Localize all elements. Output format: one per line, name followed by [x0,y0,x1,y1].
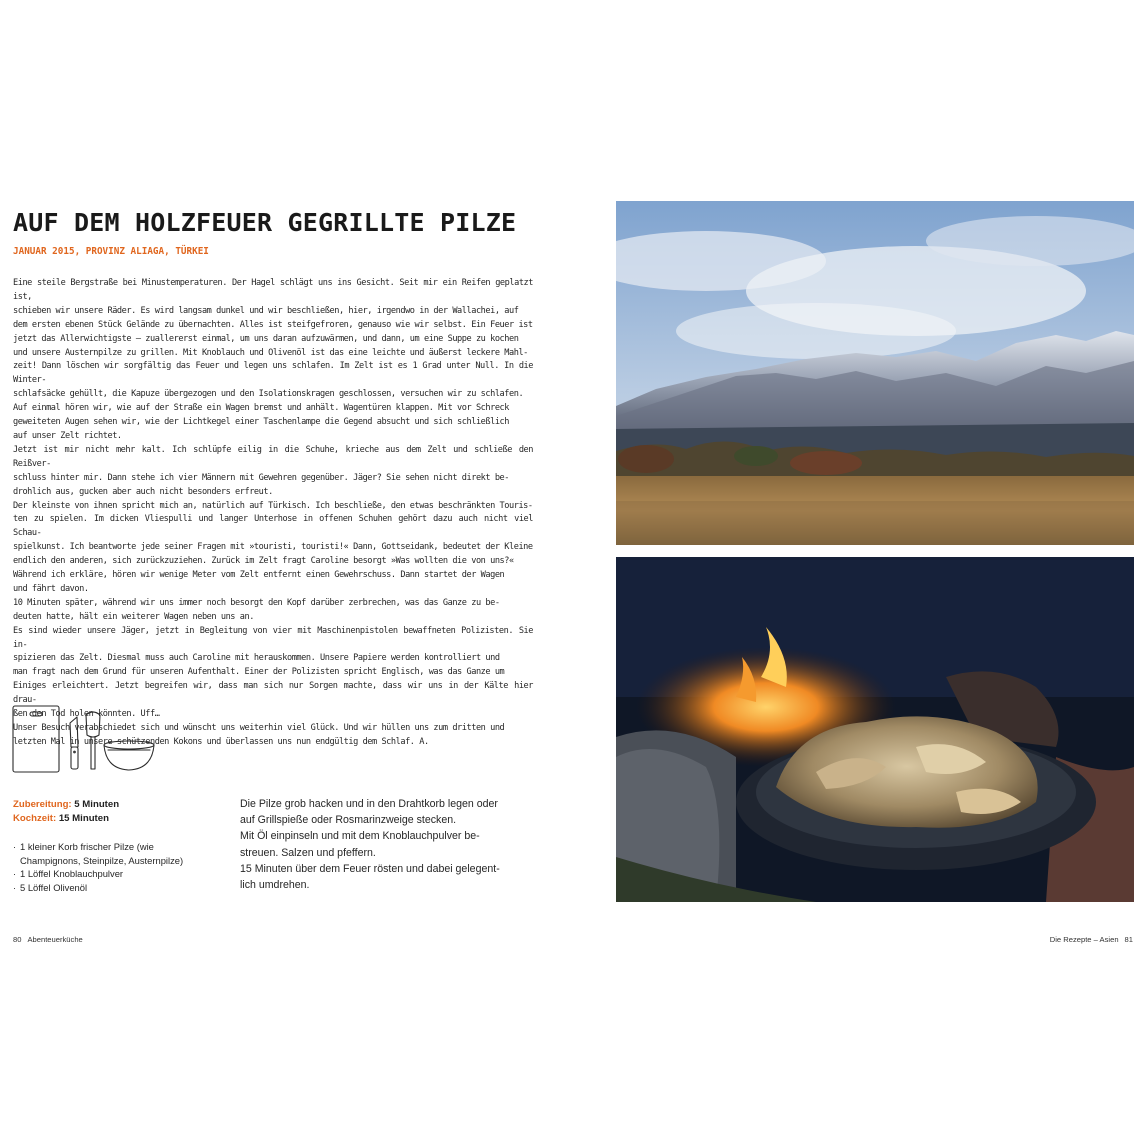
story-line: deuten hatte, hält ein weiterer Wagen neben uns an. [13,611,254,622]
cook-time [13,812,223,826]
bullet-icon: · [13,881,17,893]
footer-left [13,935,83,944]
instruction-line: streuen. Salzen und pfeffern. [240,846,376,859]
story-text [13,277,533,750]
instruction-line: lich umdrehen. [240,879,310,892]
story-line: auf unser Zelt richtet. [13,430,122,441]
story-line: Einiges erleichtert. Jetzt begreifen wir, dass man sich nur Sorgen machte, dass wir uns in der Kälte hier drau- [13,681,533,706]
spatula-icon [86,712,100,769]
ingredient-text: Champignons, Steinpilze, Austernpilze) [20,854,184,866]
page-number-right: 81 [1124,935,1133,944]
story-line: Auf einmal hören wir, wie auf der Straße ein Wagen bremst und anhält. Wagentüren klappen. Mit vor Schreck [13,403,510,414]
instruction-line: Die Pilze grob hacken und in den Drahtkorb legen oder [240,798,498,810]
recipe-times [13,798,223,825]
story-line: und unsere Austernpilze zu grillen. Mit Knoblauch und Olivenöl ist das eine leichte und äußerst leckere Mahl- [13,347,528,358]
story-line: Unser Besuch verabschiedet sich und wünscht uns weiterhin viel Glück. Und wir hüllen uns zum dritten und [13,723,505,733]
story-line: spizieren das Zelt. Diesmal muss auch Caroline mit herauskommen. Unsere Papiere werden kontrolliert und [13,653,500,664]
campfire-mushrooms-photo [616,557,1134,902]
ingredient-text: 1 Löffel Knoblauchpulver [20,868,124,880]
section-left: Abenteuerküche [27,935,83,944]
story-line: man fragt nach dem Grund für unseren Aufenthalt. Einer der Polizisten spricht Englisch, was das Ganze um [13,667,505,678]
story-line: schlafsäcke gehüllt, die Kapuze übergezogen und den Isolationskragen geschlossen, versuchen wir zu schlafen. [13,389,524,400]
bullet-icon: · [13,868,17,880]
ingredient-list [13,840,223,894]
prep-time [13,798,223,812]
story-line: Während ich erkläre, hören wir wenige Meter vom Zelt entfernt einen Gewehrschuss. Dann startet der Wagen [13,570,505,581]
story-line: ßen den Tod holen könnten. Uff… [13,709,160,720]
mountain-landscape-photo [616,201,1134,545]
cutting-board-icon [13,706,59,772]
knife-icon [70,717,78,769]
footer-right [1050,935,1133,944]
bowl-icon [104,741,154,770]
story-line: Es sind wieder unsere Jäger, jetzt in Begleitung von vier mit Maschinenpistolen bewaffneten Polizisten. Sie in- [13,625,533,650]
story-line: endlich den anderen, sich zurückzuziehen. Zurück im Zelt fragt Caroline besorgt »Was wollten die von uns?« [13,556,514,567]
cook-time-value: 15 Minuten [58,812,109,824]
ingredient-text: 1 kleiner Korb frischer Pilze (wie [20,841,154,852]
story-line: Der kleinste von ihnen spricht mich an, natürlich auf Türkisch. Ich beschließe, den etwas beschränkten Touris- [13,500,533,511]
cook-time-label: Kochzeit: [13,812,57,824]
story-line: zeit! Dann löschen wir sorgfältig das Feuer und legen uns schlafen. Im Zelt ist es 1 Grad unter Null. In die Winter- [13,361,533,386]
story-line: jetzt das Allerwichtigste – zuallererst einmal, um uns daran aufzuwärmen, und dann, um eine Suppe zu kochen [13,333,519,344]
instructions [240,796,530,893]
story-line: spielkunst. Ich beantworte jede seiner Fragen mit »touristi, touristi!« Dann, Gottseidank, bedeutet der Kleine [13,542,533,553]
section-right: Die Rezepte – Asien [1049,935,1119,944]
story-line: ten zu spielen. Im dicken Vliespulli und langer Unterhose in offenen Schuhen gehört dazu auch nicht viel Schau- [13,514,533,539]
story-line: schluss hinter mir. Dann stehe ich vier Männern mit Gewehren gegenüber. Jäger? Sie sehen nicht direkt be- [13,472,510,483]
story-line: drohlich aus, gucken aber auch nicht besonders erfreut. [13,486,273,497]
list-item [13,840,223,854]
prep-time-label: Zubereitung: [13,799,72,810]
story-line: 10 Minuten später, während wir uns immer noch besorgt den Kopf darüber zerbrechen, was das Ganze zu be- [13,597,500,608]
prep-time-value: 5 Minuten [74,799,120,810]
utensils-illustration [11,703,159,775]
story-line: und fährt davon. [13,583,89,594]
story-line: Eine steile Bergstraße bei Minustemperaturen. Der Hagel schlägt uns ins Gesicht. Seit mir ein Reifen geplatzt ist, [13,278,533,302]
list-item [13,867,223,881]
instruction-line: 15 Minuten über dem Feuer rösten und dabei gelegent- [240,862,500,875]
story-line: dem ersten ebenen Stück Gelände zu übernachten. Alles ist steifgefroren, genauso wie wir selbst. Ein Feuer ist [13,319,533,330]
recipe-subtitle: JANUAR 2015, PROVINZ ALIAGA, TÜRKEI [13,246,209,257]
ingredient-text: 5 Löffel Olivenöl [20,881,88,893]
page-number-left: 80 [13,935,22,944]
story-line: schieben wir unsere Räder. Es wird langsam dunkel und wir beschließen, hier, irgendwo in der Wallachei, auf [13,305,519,316]
list-item [13,854,223,868]
list-item [13,881,223,895]
story-line: letzten Mal in unsere schützenden Kokons und überlassen uns nun endgültig dem Schlaf. A. [13,736,429,747]
instruction-line: Mit Öl einpinseln und mit dem Knoblauchpulver be- [240,830,480,843]
instruction-line: auf Grillspieße oder Rosmarinzweige stecken. [240,814,457,827]
bullet-icon: · [13,841,17,852]
story-line: Jetzt ist mir nicht mehr kalt. Ich schlüpfe eilig in die Schuhe, krieche aus dem Zelt und schließe den Reißver- [13,444,533,469]
story-line: geweiteten Augen sehen wir, wie der Lichtkegel einer Taschenlampe die Gegend absucht und sich schließlich [13,417,510,428]
recipe-title: AUF DEM HOLZFEUER GEGRILLTE PILZE [13,208,517,237]
